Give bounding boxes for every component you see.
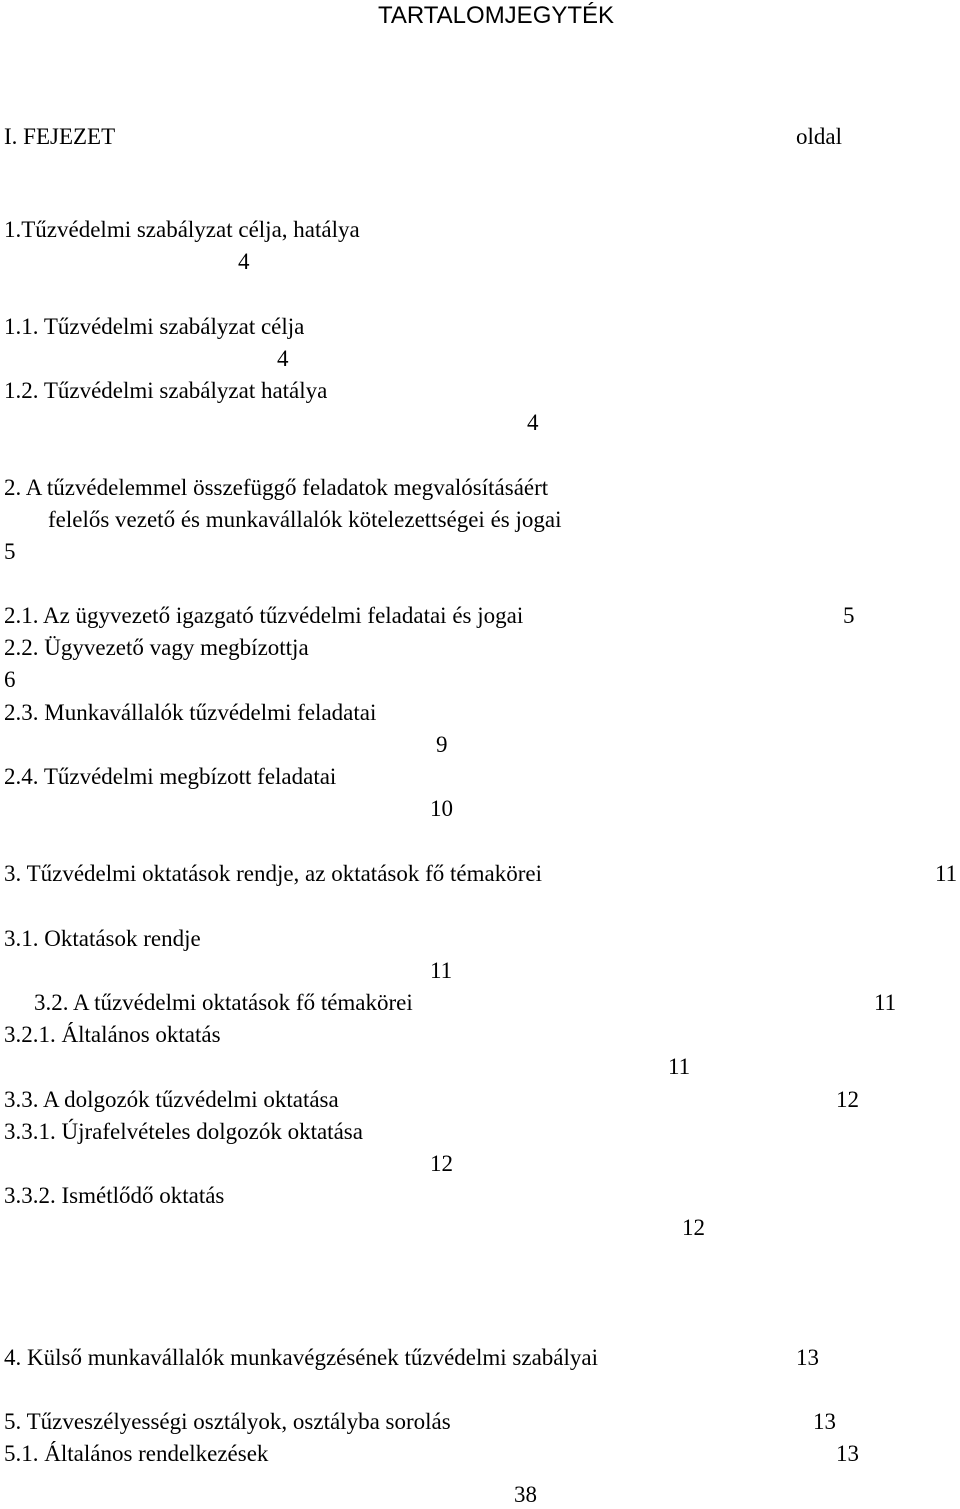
toc-entry-page: 12 <box>430 1151 453 1176</box>
toc-entry-page: 13 <box>796 1345 819 1370</box>
toc-entry-page: 5 <box>4 539 16 564</box>
toc-entry-title: 2.4. Tűzvédelmi megbízott feladatai <box>4 764 337 789</box>
toc-entry-page: 11 <box>668 1054 691 1079</box>
toc-entry-title: 2.2. Ügyvezető vagy megbízottja <box>4 635 309 660</box>
toc-entry-title: 2.3. Munkavállalók tűzvédelmi feladatai <box>4 700 377 725</box>
toc-entry-page: 11 <box>935 861 958 886</box>
toc-entry-title: 5. Tűzveszélyességi osztályok, osztályba sorolás <box>4 1409 451 1434</box>
toc-entry-title: 1.1. Tűzvédelmi szabályzat célja <box>4 314 305 339</box>
toc-entry-title: 3.2.1. Általános oktatás <box>4 1022 221 1047</box>
toc-entry-page: 9 <box>436 732 448 757</box>
toc-entry-title: 1.Tűzvédelmi szabályzat célja, hatálya <box>4 217 360 242</box>
toc-entry-title: 3.2. A tűzvédelmi oktatások fő témakörei <box>34 990 413 1015</box>
toc-entry-page: 11 <box>430 958 453 983</box>
toc-entry-title: 3.3.2. Ismétlődő oktatás <box>4 1183 225 1208</box>
page-title: TARTALOMJEGYTÉK <box>378 2 615 29</box>
toc-entry-title: 3.1. Oktatások rendje <box>4 926 201 951</box>
toc-entry-page: 4 <box>238 249 250 274</box>
toc-entry-title: 2.1. Az ügyvezető igazgató tűzvédelmi feladatai és jogai <box>4 603 524 628</box>
toc-entry-page: 12 <box>836 1087 859 1112</box>
toc-entry-page: 5 <box>843 603 855 628</box>
toc-entry-page: 13 <box>836 1441 859 1466</box>
toc-entry-page: 4 <box>277 346 289 371</box>
toc-entry-title: 3.3.1. Újrafelvételes dolgozók oktatása <box>4 1119 363 1144</box>
toc-entry-page: 13 <box>813 1409 836 1434</box>
toc-entry-title: 2. A tűzvédelemmel összefüggő feladatok megvalósításáért <box>4 475 549 500</box>
page-number: 38 <box>514 1482 537 1507</box>
toc-entry-page: 12 <box>682 1215 705 1240</box>
toc-entry-title: 1.2. Tűzvédelmi szabályzat hatálya <box>4 378 328 403</box>
toc-entry-title-continued: felelős vezető és munkavállalók kötelezettségei és jogai <box>48 507 562 532</box>
toc-entry-title: 5.1. Általános rendelkezések <box>4 1441 269 1466</box>
toc-entry-title: 3.3. A dolgozók tűzvédelmi oktatása <box>4 1087 339 1112</box>
toc-entry-title: 4. Külső munkavállalók munkavégzésének tűzvédelmi szabályai <box>4 1345 598 1370</box>
toc-entry-title: 3. Tűzvédelmi oktatások rendje, az oktatások fő témakörei <box>4 861 542 886</box>
chapter-label: I. FEJEZET <box>4 124 116 149</box>
toc-entry-page: 4 <box>527 410 539 435</box>
toc-entry-page: 10 <box>430 796 453 821</box>
toc-entry-page: 6 <box>4 667 16 692</box>
page-column-header: oldal <box>796 124 842 149</box>
toc-entry-page: 11 <box>874 990 897 1015</box>
